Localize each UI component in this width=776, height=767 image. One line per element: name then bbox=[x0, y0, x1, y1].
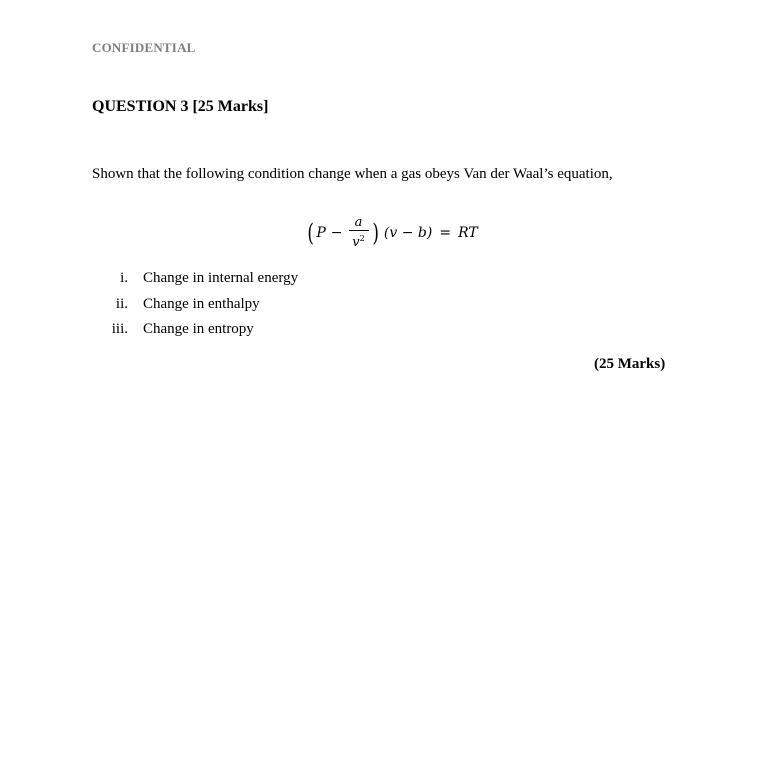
list-item-text: Change in internal energy bbox=[143, 270, 299, 286]
van-der-waals-equation bbox=[306, 214, 479, 252]
fraction-denominator bbox=[350, 231, 366, 250]
list-item-text: Change in entropy bbox=[143, 321, 254, 337]
equation-equals-sign: = bbox=[439, 225, 452, 241]
question-heading: QUESTION 3 [25 Marks] bbox=[92, 98, 269, 115]
equation-rhs: RT bbox=[458, 225, 478, 241]
equation-open-paren: ( bbox=[307, 219, 314, 247]
equation-minus-sign: − bbox=[330, 225, 343, 241]
confidential-label: CONFIDENTIAL bbox=[92, 40, 196, 55]
marks-label: (25 Marks) bbox=[594, 356, 666, 372]
list-item-text: Change in enthalpy bbox=[143, 295, 260, 312]
equation-fraction bbox=[349, 216, 369, 250]
question-intro-text: Shown that the following condition change when a gas obeys Van der Waal’s equation, bbox=[92, 166, 613, 182]
list-item-number: ii. bbox=[115, 295, 128, 312]
denominator-base: v bbox=[352, 235, 360, 250]
fraction-numerator: a bbox=[354, 215, 363, 230]
denominator-exponent: 2 bbox=[359, 234, 365, 243]
list-item-number: i. bbox=[120, 270, 128, 286]
equation-volume-term: (v − b) bbox=[383, 225, 433, 241]
equation-close-paren: ) bbox=[371, 219, 379, 247]
list-item-number: iii. bbox=[111, 321, 128, 337]
equation-pressure-symbol: P bbox=[316, 225, 326, 241]
